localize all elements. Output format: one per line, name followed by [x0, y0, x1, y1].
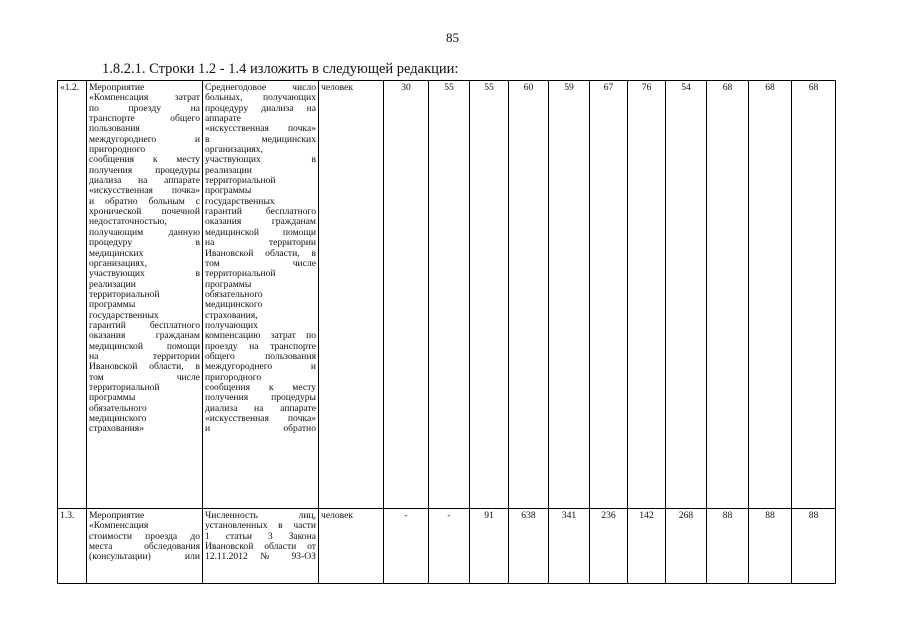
cell-text-line: гарантий бесплатного	[89, 319, 200, 331]
cell-text-line: транспорте общего	[89, 113, 200, 125]
cell-text-line: «искусственная почка»	[205, 413, 316, 424]
cell-text-line: медицинских	[89, 247, 144, 259]
value-cell: 68	[749, 81, 792, 509]
value-cell: 88	[749, 509, 792, 584]
cell-text-line: стоимости проезда до	[89, 530, 200, 542]
cell-text-line: государственных	[205, 195, 275, 207]
cell-text-line: общего пользования	[205, 350, 316, 362]
cell-text-line: территориальной	[89, 288, 160, 300]
cell-text-line: сообщения к месту	[89, 154, 200, 166]
cell-text-line: «искусственная почка»	[89, 185, 200, 197]
cell-text-line: медицинской помощи	[205, 226, 316, 238]
cell-text-line: (консультации) или	[89, 551, 200, 563]
cell-text-line: пригородного	[89, 144, 146, 156]
cell-text-line: обязательного	[205, 288, 263, 300]
cell-text-line: места обследования	[89, 541, 200, 553]
measure-description	[87, 81, 203, 509]
value-cell: 76	[628, 81, 666, 509]
cell-text-line: государственных	[89, 309, 159, 321]
cell-text-line: получения процедуры	[89, 164, 200, 176]
cell-text-line: реализации	[89, 278, 136, 290]
cell-text-line: и обратно больным с	[89, 195, 200, 207]
value-cell: -	[429, 509, 470, 584]
table-row	[58, 509, 836, 584]
cell-text-line: хронической почечной	[89, 206, 200, 218]
cell-text-line: пользования	[89, 123, 140, 135]
cell-text-line: территориальной	[205, 175, 276, 187]
row-number: «1.2.	[58, 81, 87, 509]
value-cell: 68	[792, 81, 836, 509]
cell-text-line: страхования,	[205, 309, 258, 321]
cell-text-line: участвующих в	[205, 154, 316, 166]
cell-text-line: 12.11.2012 № 93-ОЗ	[205, 551, 316, 563]
cell-text-line: по проезду на	[89, 102, 200, 114]
cell-text-line: 1 статьи 3 Закона	[205, 530, 316, 542]
cell-text-line: медицинского	[89, 413, 147, 424]
cell-text-line: получающих	[205, 319, 258, 331]
cell-text-line: сообщения к месту	[205, 381, 316, 393]
cell-text-line: Мероприятие	[89, 510, 145, 521]
cell-text-line: реализации	[205, 164, 252, 176]
value-cell: 268	[666, 509, 707, 584]
unit-cell: человек	[319, 81, 384, 509]
cell-text-line: компенсацию затрат по	[205, 330, 316, 342]
cell-text-line: диализа на аппарате	[89, 175, 200, 187]
value-cell: 54	[666, 81, 707, 509]
cell-text-line: гарантий бесплатного	[205, 206, 316, 218]
cell-text-line: Численность лиц,	[205, 510, 316, 521]
cell-text-line: оказания гражданам	[89, 330, 200, 342]
cell-text-line: получения процедуры	[205, 392, 316, 404]
cell-text-line: обязательного	[89, 402, 147, 414]
indicator-table	[57, 80, 836, 584]
measure-description	[87, 509, 203, 584]
row-number: 1.3.	[58, 509, 87, 584]
value-cell: 55	[429, 81, 470, 509]
cell-text-line: организациях,	[205, 144, 263, 156]
cell-text-line: аппарате	[205, 113, 241, 125]
cell-text-line: участвующих в	[89, 268, 200, 280]
cell-text-line: медицинской помощи	[89, 340, 200, 352]
cell-text-line: процедуру диализа на	[205, 102, 316, 114]
cell-text-line: медицинского	[205, 299, 263, 311]
cell-text-line: «искусственная почка»	[205, 123, 316, 135]
cell-text-line: больных, получающих	[205, 92, 316, 104]
indicator-description	[203, 81, 319, 509]
section-heading: 1.8.2.1. Строки 1.2 - 1.4 изложить в следующей редакции:	[102, 61, 459, 77]
value-cell: 88	[707, 509, 749, 584]
table-row	[58, 81, 836, 509]
cell-text-line: недостаточностью,	[89, 216, 167, 228]
value-cell: 59	[549, 81, 590, 509]
cell-text-line: «Компенсация	[89, 520, 149, 532]
cell-text-line: том числе	[89, 371, 200, 383]
value-cell: 142	[628, 509, 666, 584]
value-cell: 67	[590, 81, 628, 509]
page-number: 85	[446, 30, 459, 45]
cell-text-line: получающим данную	[89, 226, 200, 238]
cell-text-line: том числе	[205, 257, 316, 269]
indicator-description	[203, 509, 319, 584]
cell-text-line: на территории	[89, 350, 200, 362]
cell-text-line: диализа на аппарате	[205, 402, 316, 414]
cell-text-line: Ивановской области, в	[205, 247, 316, 259]
cell-text-line: проезду на транспорте	[205, 340, 316, 352]
cell-text-line: страхования»	[89, 423, 144, 435]
cell-text-line: Ивановской области, в	[89, 361, 200, 373]
cell-text-line: программы	[205, 185, 252, 197]
value-cell: 236	[590, 509, 628, 584]
cell-text-line: Среднегодовое число	[205, 82, 316, 93]
cell-text-line: процедуру в	[89, 237, 200, 249]
cell-text-line: междугороднего и	[89, 133, 200, 145]
cell-text-line: территориальной	[205, 268, 276, 280]
value-cell: 60	[509, 81, 549, 509]
value-cell: 68	[707, 81, 749, 509]
value-cell: 88	[792, 509, 836, 584]
value-cell: 55	[470, 81, 509, 509]
cell-text-line: междугороднего и	[205, 361, 316, 373]
unit-cell: человек	[319, 509, 384, 584]
cell-text-line: Ивановской области от	[205, 541, 316, 553]
cell-text-line: установленных в части	[205, 520, 316, 532]
cell-text-line: программы	[89, 392, 136, 404]
cell-text-line: программы	[89, 299, 136, 311]
cell-text-line: «Компенсация затрат	[89, 92, 200, 104]
cell-text-line: программы	[205, 278, 252, 290]
cell-text-line: оказания гражданам	[205, 216, 316, 228]
value-cell: 341	[549, 509, 590, 584]
value-cell: -	[384, 509, 429, 584]
cell-text-line: организациях,	[89, 257, 147, 269]
cell-text-line: в медицинских	[205, 133, 316, 145]
cell-text-line: и обратно	[205, 423, 316, 435]
cell-text-line: на территории	[205, 237, 316, 249]
cell-text-line: Мероприятие	[89, 82, 145, 93]
value-cell: 30	[384, 81, 429, 509]
cell-text-line: территориальной	[89, 381, 160, 393]
value-cell: 91	[470, 509, 509, 584]
value-cell: 638	[509, 509, 549, 584]
cell-text-line: пригородного	[205, 371, 262, 383]
